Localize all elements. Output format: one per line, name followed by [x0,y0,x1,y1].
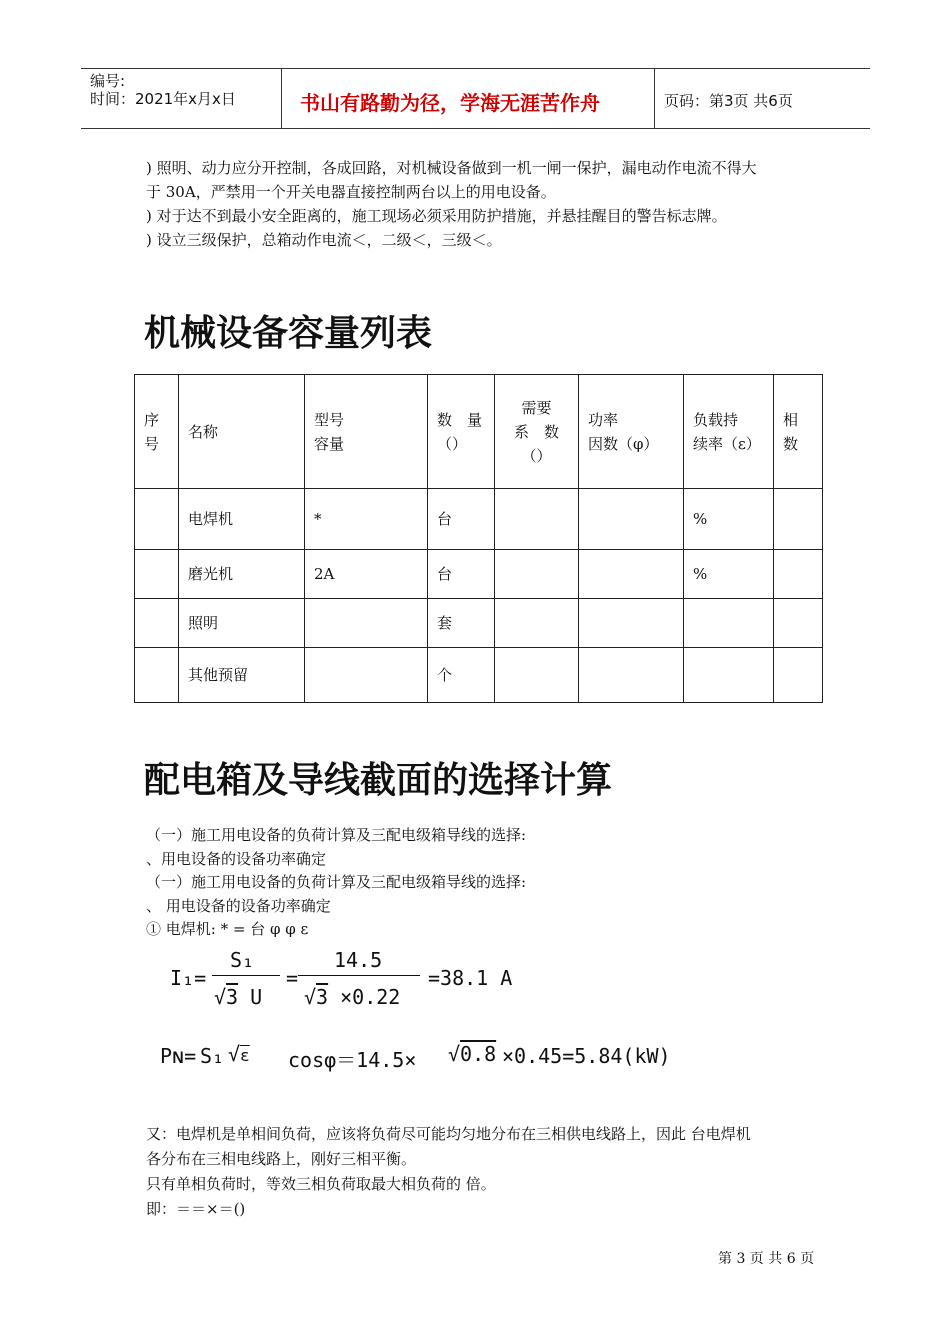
header-cell-power-factor: 功率 因数（φ） [579,375,684,489]
document-date: 时间：2021年x月x日 [90,90,236,108]
formula2-root-value: √0.8 [448,1042,497,1066]
cell-name: 电焊机 [179,489,305,550]
cell-no [135,550,179,599]
explanation-line: 各分布在三相电线路上，刚好三相平衡。 [146,1150,417,1168]
fraction-bar [212,975,280,976]
calc-line: （一）施工用电设备的负荷计算及三配电级箱导线的选择: [146,873,527,891]
header-top-rule [81,68,870,69]
footer-page-number: 第 3 页 共 6 页 [718,1251,815,1267]
cell-model [305,648,428,703]
header-divider-right [654,69,655,129]
table-row [135,599,823,648]
cell-phase [774,550,823,599]
header-cell-qty: 数 量 （） [428,375,495,489]
calc-line: 、用电设备的设备功率确定 [146,849,327,868]
header-divider-left [281,69,282,129]
table-row [135,550,823,599]
cell-phase [774,648,823,703]
document-number-label: 编号: [90,72,126,90]
formula1-denominator: √3 U [214,985,263,1009]
cell-duty-rate [684,648,774,703]
cell-power-factor [579,648,684,703]
calc-line: ① 电焊机: * = 台 φ φ ε [146,920,309,938]
intro-paragraph [146,156,757,252]
cell-demand [495,489,579,550]
formula2-result: ×0.45=5.84(kW) [502,1044,671,1068]
header-bottom-rule [81,128,870,129]
formula1-numerator: S₁ [230,948,255,972]
formula1-numerator-value: 14.5 [334,948,383,972]
cell-demand [495,599,579,648]
cell-no [135,648,179,703]
header-motto: 书山有路勤为径，学海无涯苦作舟 [300,91,600,115]
header-cell-model: 型号 容量 [305,375,428,489]
section-title-equipment: 机械设备容量列表 [144,313,433,354]
cell-model [305,599,428,648]
cell-qty: 台 [428,489,495,550]
intro-line: ) 对于达不到最小安全距离的，施工现场必须采用防护措施，并悬挂醒目的警告标志牌。 [146,207,727,225]
cell-qty: 台 [428,550,495,599]
intro-line: ) 设立三级保护，总箱动作电流＜，二级＜，三级＜。 [146,231,502,249]
cell-no [135,489,179,550]
cell-power-factor [579,599,684,648]
fraction-bar [298,975,420,976]
formula2-s1: S₁ [200,1044,225,1068]
table-row [135,489,823,550]
header-cell-phase: 相 数 [774,375,823,489]
calc-line: （一）施工用电设备的负荷计算及三配电级箱导线的选择: [146,826,527,844]
table-header-row [135,375,823,489]
header-cell-demand: 需要 系 数 （） [495,375,579,489]
intro-line: 于 30A，严禁用一个开关电器直接控制两台以上的用电设备。 [146,183,556,201]
cell-duty-rate: % [684,550,774,599]
cell-power-factor [579,489,684,550]
cell-model: * [305,489,428,550]
cell-qty: 个 [428,648,495,703]
header-cell-duty-rate: 负载持 续率（ε） [684,375,774,489]
intro-line: ) 照明、动力应分开控制，各成回路，对机械设备做到一机一闸一保护，漏电动作电流不得大 [146,159,757,177]
cell-duty-rate [684,599,774,648]
explanation-line: 即：＝＝×＝() [146,1200,246,1218]
cell-name: 照明 [179,599,305,648]
cell-model: 2A [305,550,428,599]
explanation-line: 只有单相负荷时，等效三相负荷取最大相负荷的 倍。 [146,1175,496,1193]
equipment-capacity-table [134,374,823,703]
cell-demand [495,550,579,599]
formula1-result: =38.1 A [428,966,513,990]
cell-qty: 套 [428,599,495,648]
formula1-eq: = [286,966,299,990]
cell-name: 磨光机 [179,550,305,599]
calc-line: 、 用电设备的设备功率确定 [146,896,331,915]
formula2-lhs: Pɴ= [160,1044,197,1068]
cell-no [135,599,179,648]
formula1-lhs: I₁= [170,966,207,990]
cell-power-factor [579,550,684,599]
section-title-distribution: 配电箱及导线截面的选择计算 [144,760,613,801]
formula1-denominator-value: √3 ×0.22 [304,985,401,1009]
formula2-root-epsilon: √ε [228,1042,250,1066]
cell-name: 其他预留 [179,648,305,703]
calc-paragraph [146,824,526,942]
table-row [135,648,823,703]
header-cell-name: 名称 [179,375,305,489]
cell-phase [774,599,823,648]
cell-phase [774,489,823,550]
explanation-line: 又：电焊机是单相间负荷，应该将负荷尽可能均匀地分布在三相供电线路上，因此 台电焊机 [146,1125,751,1143]
explanation-paragraph [146,1122,751,1222]
cell-duty-rate: % [684,489,774,550]
header-cell-no: 序 号 [135,375,179,489]
header-page-info: 页码：第3页 共6页 [664,92,793,110]
formula2-cos: cosφ＝14.5× [288,1048,417,1072]
cell-demand [495,648,579,703]
